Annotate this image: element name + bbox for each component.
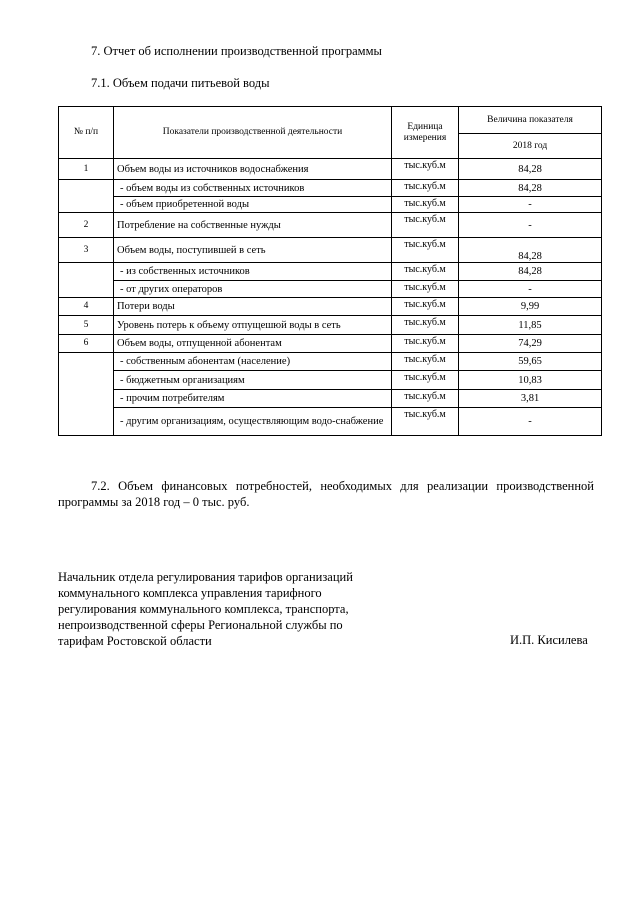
signatory-name: И.П. Кисилева	[510, 633, 588, 647]
table-row	[59, 316, 602, 335]
row-number-empty	[59, 180, 114, 213]
row-unit: тыс.куб.м	[392, 180, 459, 197]
row-indicator: Потери воды	[114, 298, 392, 316]
row-value: 74,29	[459, 335, 602, 353]
header-value: Величина показателя	[459, 107, 602, 134]
row-indicator: - собственным абонентам (население)	[114, 353, 392, 371]
row-unit: тыс.куб.м	[392, 263, 459, 281]
row-value: 84,28	[459, 238, 602, 263]
table-row	[59, 263, 602, 281]
row-indicator: - от других операторов	[114, 281, 392, 298]
signature-position	[58, 569, 388, 649]
row-indicator: - бюджетным организациям	[114, 371, 392, 390]
row-value: 84,28	[459, 159, 602, 180]
row-unit: тыс.куб.м	[392, 316, 459, 335]
row-number: 2	[59, 213, 114, 238]
row-value: -	[459, 408, 602, 436]
table-row	[59, 197, 602, 213]
row-unit: тыс.куб.м	[392, 390, 459, 408]
indicators-table	[58, 106, 602, 436]
header-number: № п/п	[59, 107, 114, 159]
table-row	[59, 408, 602, 436]
row-unit: тыс.куб.м	[392, 298, 459, 316]
row-indicator: Потребление на собственные нужды	[114, 213, 392, 238]
row-value: 84,28	[459, 180, 602, 197]
row-indicator: Уровень потерь к объему отпущешюй воды в сеть	[114, 316, 392, 335]
table-row	[59, 238, 602, 263]
row-indicator: - объем приобретенной воды	[114, 197, 392, 213]
signature-position-line: регулирования коммунального комплекса, транспорта,	[58, 602, 349, 616]
row-number: 3	[59, 238, 114, 263]
financial-needs-paragraph: 7.2. Объем финансовых потребностей, необходимых для реализации производственной программы за 2018 год – 0 тыс. руб.	[58, 479, 594, 509]
row-indicator: - прочим потребителям	[114, 390, 392, 408]
table-row	[59, 353, 602, 371]
table-row	[59, 298, 602, 316]
header-unit: Единица измерения	[392, 107, 459, 159]
row-value: 59,65	[459, 353, 602, 371]
signature-position-line: Начальник отдела регулирования тарифов организаций	[58, 570, 353, 584]
row-indicator: Объем воды из источников водоснабжения	[114, 159, 392, 180]
row-unit: тыс.куб.м	[392, 281, 459, 298]
row-indicator: Объем воды, поступившей в сеть	[114, 238, 392, 263]
signature-position-line: коммунального комплекса управления тарифного	[58, 586, 322, 600]
row-value: 11,85	[459, 316, 602, 335]
table-row	[59, 180, 602, 197]
row-unit: тыс.куб.м	[392, 371, 459, 390]
subsection-heading: 7.1. Объем подачи питьевой воды	[91, 76, 270, 90]
row-unit: тыс.куб.м	[392, 197, 459, 213]
row-unit: тыс.куб.м	[392, 213, 459, 238]
row-unit: тыс.куб.м	[392, 238, 459, 263]
table-row	[59, 159, 602, 180]
row-indicator: Объем воды, отпущенной абонентам	[114, 335, 392, 353]
row-unit: тыс.куб.м	[392, 159, 459, 180]
row-number: 4	[59, 298, 114, 316]
row-number: 5	[59, 316, 114, 335]
row-number-empty	[59, 263, 114, 298]
row-unit: тыс.куб.м	[392, 353, 459, 371]
table-row	[59, 390, 602, 408]
signature-position-line: непроизводственной сферы Региональной службы по	[58, 618, 343, 632]
row-number: 1	[59, 159, 114, 180]
row-indicator: - объем воды из собственных источников	[114, 180, 392, 197]
table-row	[59, 335, 602, 353]
row-value: -	[459, 281, 602, 298]
row-indicator: - из собственных источников	[114, 263, 392, 281]
row-value: 10,83	[459, 371, 602, 390]
row-value: 3,81	[459, 390, 602, 408]
table-row	[59, 281, 602, 298]
row-value: -	[459, 213, 602, 238]
section-heading: 7. Отчет об исполнении производственной программы	[91, 44, 382, 58]
row-value: 9,99	[459, 298, 602, 316]
row-indicator: - другим организациям, осуществляющим водо-снабжение	[114, 408, 392, 436]
row-value: 84,28	[459, 263, 602, 281]
row-unit: тыс.куб.м	[392, 335, 459, 353]
header-year: 2018 год	[459, 134, 602, 159]
row-number: 6	[59, 335, 114, 353]
row-number-empty	[59, 353, 114, 436]
table-row	[59, 371, 602, 390]
header-indicator: Показатели производственной деятельности	[114, 107, 392, 159]
table-row	[59, 213, 602, 238]
signature-position-line: тарифам Ростовской области	[58, 634, 212, 648]
row-unit: тыс.куб.м	[392, 408, 459, 436]
row-value: -	[459, 197, 602, 213]
